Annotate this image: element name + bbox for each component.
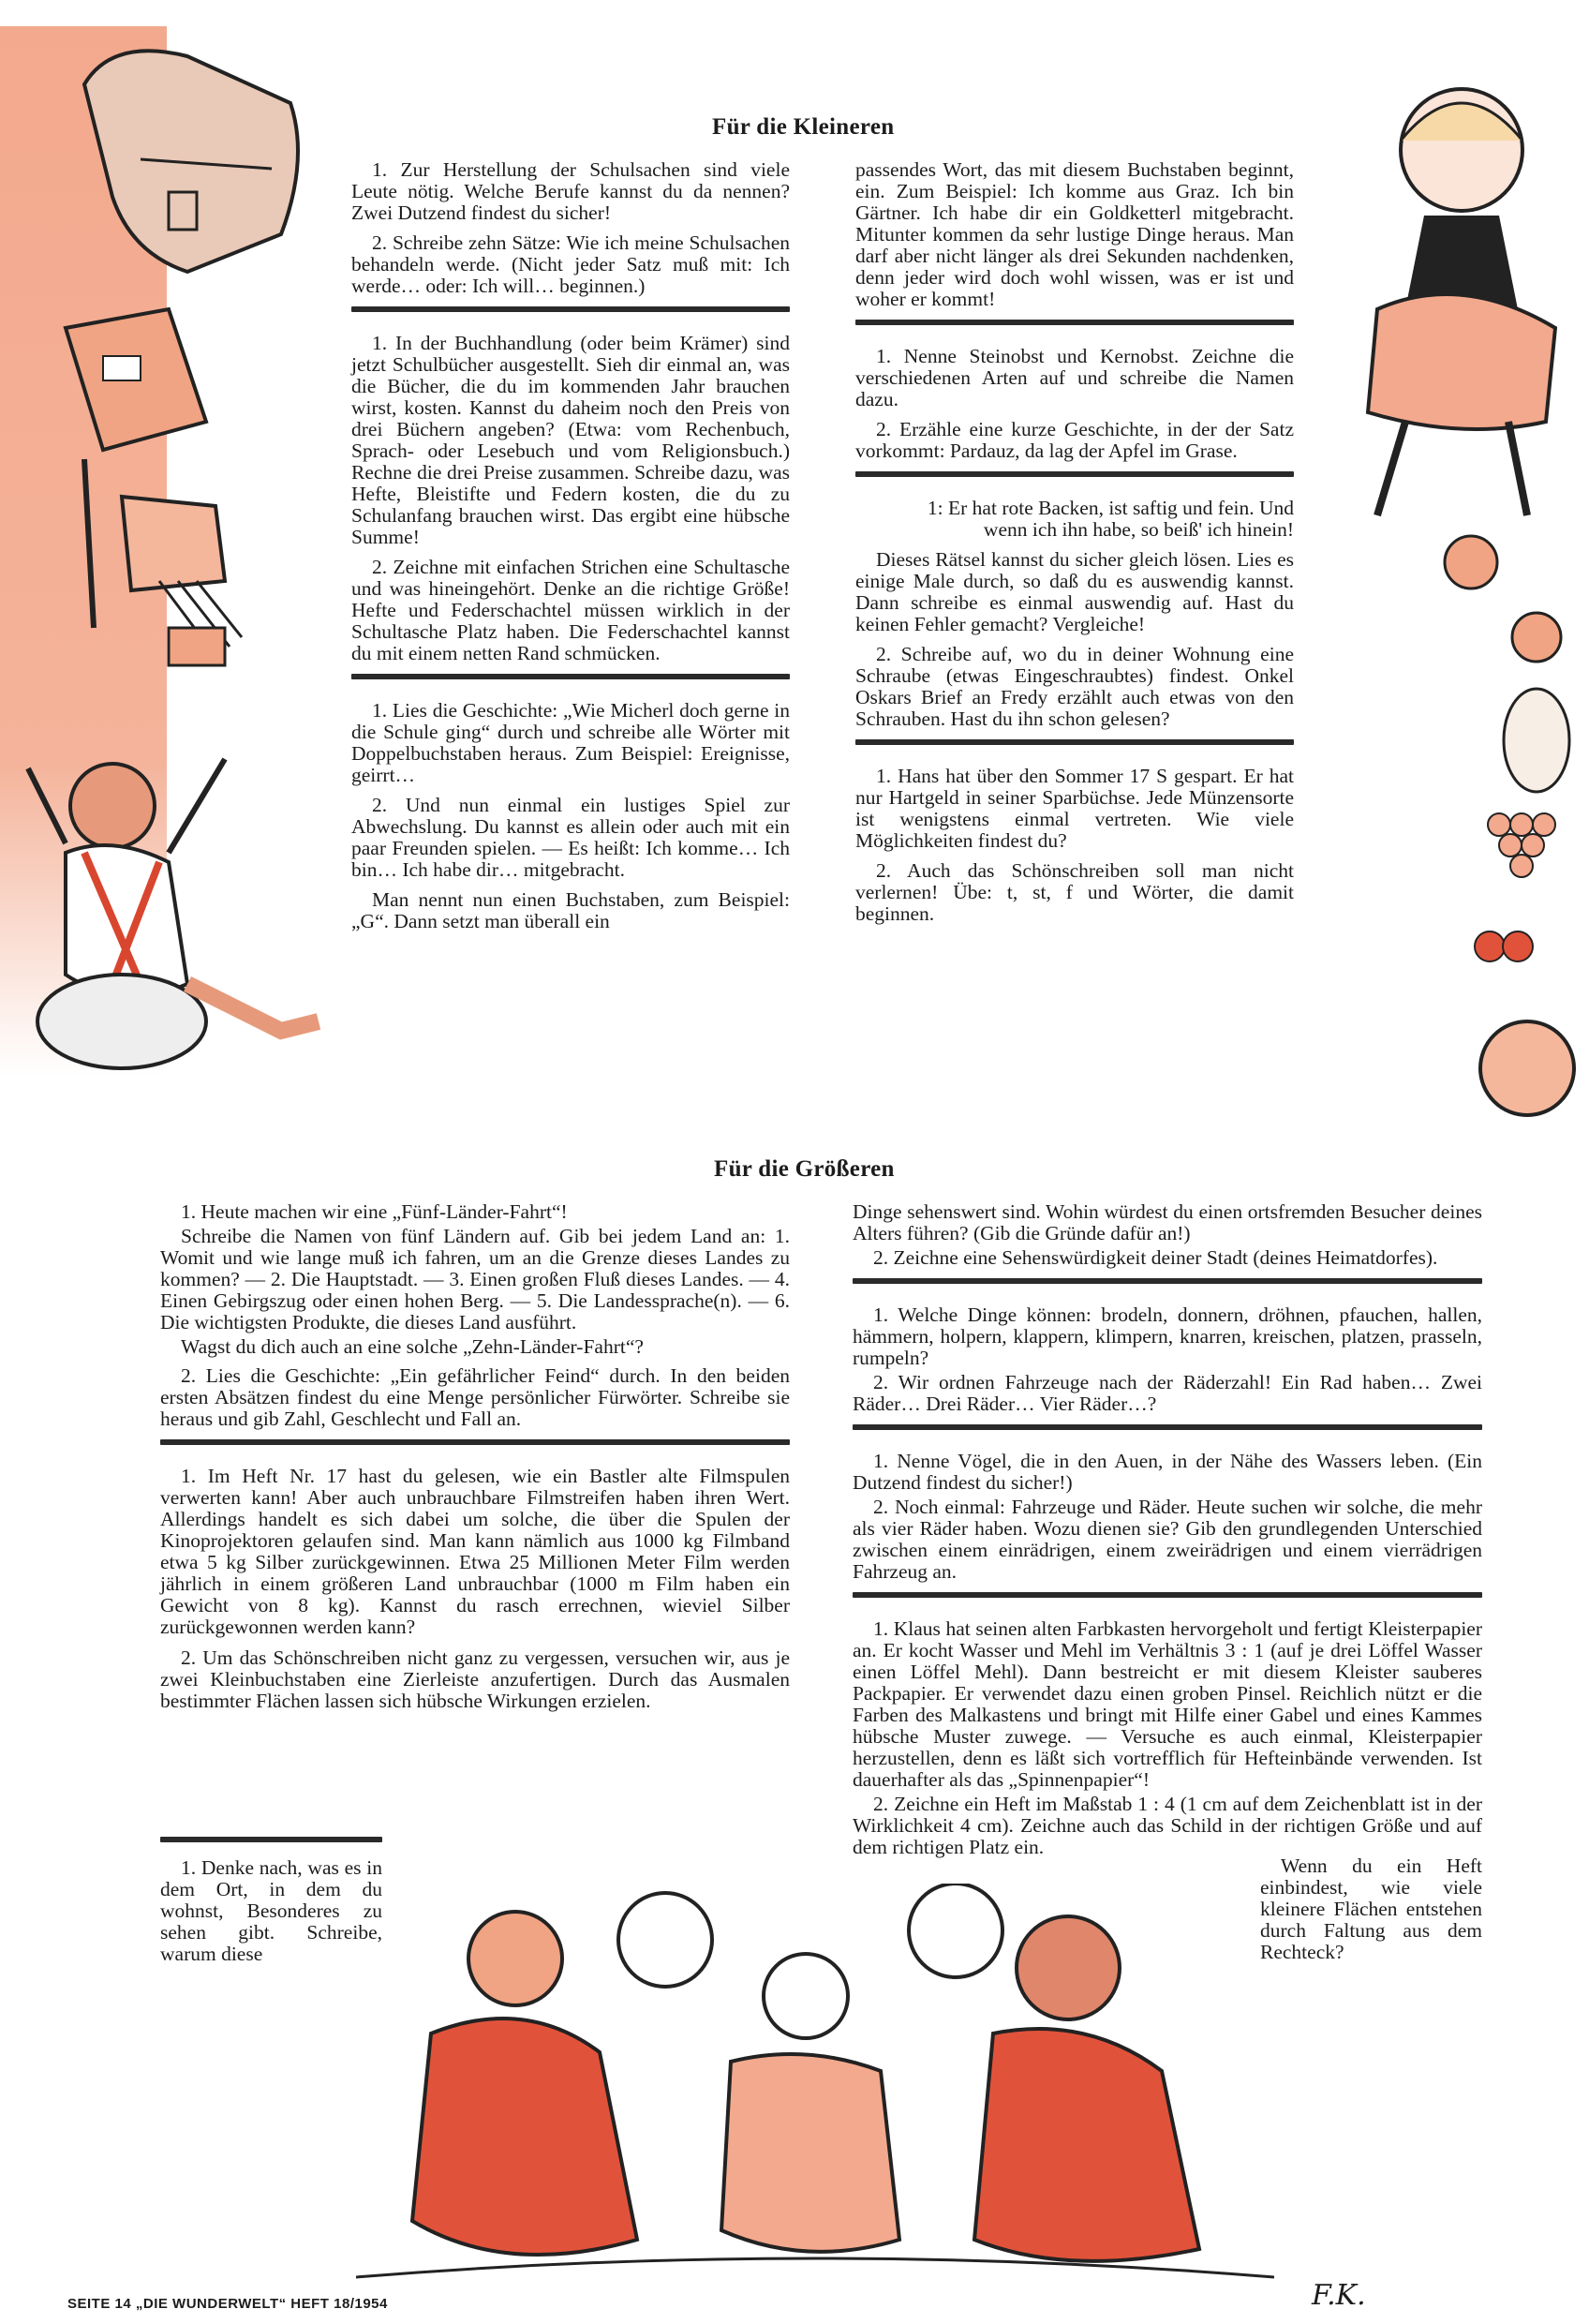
paragraph: 2. Noch einmal: Fahrzeuge und Räder. Heute suchen wir solche, die mehr als vier Räder haben. Wozu dienen sie? Gib den grundlegenden Unterschied zwischen einem einrädrigen, einem zweirädrigen und einem vierrädrigen Fahrzeug an.: [853, 1496, 1482, 1583]
section-title-kleineren: Für die Kleineren: [712, 114, 895, 140]
paragraph: Dieses Rätsel kannst du sicher gleich lösen. Lies es einige Male durch, so daß du es auswendig kannst. Dann schreibe es einmal auswendig auf. Hast du keinen Fehler gemacht? Vergleiche!: [855, 548, 1294, 635]
groesseren-bottom-left: [160, 1837, 382, 1968]
divider: [160, 1439, 790, 1445]
divider: [855, 320, 1294, 325]
divider: [351, 306, 790, 312]
groesseren-left-column: [160, 1201, 790, 1715]
paragraph: 2. Zeichne mit einfachen Strichen eine Schultasche und was hineingehört. Denke an die richtige Größe! Hefte und Federschachtel müssen wirklich in der Schultasche Platz haben. Die Federschachtel kannst du mit einem netten Rand schmücken.: [351, 556, 790, 664]
paragraph: 1. Nenne Steinobst und Kernobst. Zeichne die verschiedenen Arten auf und schreibe die Namen dazu.: [855, 345, 1294, 410]
paragraph: Schreibe die Namen von fünf Ländern auf. Gib bei jedem Land an: 1. Womit und wie lange muß ich fahren, um an die Grenze dieses Landes zu kommen? — 2. Die Hauptstadt. — 3. Einen großen Fluß dieses Landes. — 4. Einen Gebirgszug oder einen hohen Berg. — 5. Die Landessprache(n). — 6. Die wichtigsten Produkte, die dieses Land ausführt.: [160, 1225, 790, 1333]
paragraph: Man nennt nun einen Buchstaben, zum Beispiel: „G“. Dann setzt man überall ein: [351, 888, 790, 932]
divider: [351, 674, 790, 679]
paragraph: 1. Denke nach, was es in dem Ort, in dem du wohnst, Besonderes zu sehen gibt. Schreibe, warum diese: [160, 1856, 382, 1965]
groesseren-bottom-right: [1260, 1855, 1482, 1966]
divider: [853, 1424, 1482, 1430]
paragraph: 2. Zeichne eine Sehenswürdigkeit deiner Stadt (deines Heimatdorfes).: [873, 1246, 1438, 1269]
paragraph: 2. Wir ordnen Fahrzeuge nach der Räderzahl! Ein Rad haben… Zwei Räder… Drei Räder… Vier Räder…?: [853, 1371, 1482, 1415]
paragraph: 1. Hans hat über den Sommer 17 S gespart. Er hat nur Hartgeld in seiner Sparbüchse. Jede Münzensorte ist wenigstens einmal vertreten. Wie viele Möglichkeiten findest du?: [855, 765, 1294, 852]
paragraph: 2. Schreibe auf, wo du in deiner Wohnung eine Schraube (etwas Eingeschraubtes) findest. Onkel Oskars Brief an Fredy erzählt auch etwas von den Schrauben. Hast du ihn schon gelesen?: [855, 643, 1294, 730]
paragraph: 1. Welche Dinge können: brodeln, donnern, dröhnen, pfauchen, hallen, hämmern, holpern, klappern, klimpern, knarren, kreischen, platzen, prasseln, rumpeln?: [853, 1304, 1482, 1369]
fruits-illustration: [1405, 506, 1583, 1143]
paragraph: 2. Lies die Geschichte: „Ein gefährlicher Feind“ durch. In den beiden ersten Absätzen findest du eine Menge persönlicher Fürwörter. Schreibe sie heraus und gib Zahl, Geschlecht und Fall an.: [160, 1364, 790, 1430]
divider: [853, 1592, 1482, 1598]
paragraph: 1. In der Buchhandlung (oder beim Krämer) sind jetzt Schulbücher ausgestellt. Sieh dir einmal an, was die Bücher, die du im kommenden Jahr brauchen wirst, kosten. Kannst du daheim noch den Preis von drei Büchern angeben? (Etwa: vom Rechenbuch, Sprach- oder Lesebuch und vom Religionsbuch.) Rechne die drei Preise zusammen. Schreibe dazu, was Hefte, Bleistifte und Federn kosten, die du zu Schulanfang brauchen wirst. Das ergibt eine hübsche Summe!: [351, 332, 790, 548]
boy-sitting-illustration: [9, 750, 347, 1125]
paragraph: 1. Nenne Vögel, die in den Auen, in der Nähe des Wassers leben. (Ein Dutzend findest du sicher!): [853, 1450, 1482, 1494]
paragraph: 1. Lies die Geschichte: „Wie Micherl doch gerne in die Schule ging“ durch und schreibe alle Wörter mit Doppelbuchstaben heraus. Zum Beispiel: Ereignisse, geirrt…: [351, 699, 790, 786]
paragraph: 1. Zur Herstellung der Schulsachen sind viele Leute nötig. Welche Berufe kannst du da nennen? Zwei Dutzend findest du sicher!: [351, 158, 790, 224]
divider: [160, 1837, 382, 1842]
paragraph: 1. Heute machen wir eine „Fünf-Länder-Fahrt“!: [181, 1200, 568, 1223]
section-title-groesseren: Für die Größeren: [714, 1156, 895, 1182]
riddle: 1: Er hat rote Backen, ist saftig und fein. Und wenn ich ihn habe, so beiß' ich hinein!: [927, 497, 1294, 541]
kleineren-left-column: [351, 159, 790, 941]
page-footer: SEITE 14 „DIE WUNDERWELT“ HEFT 18/1954: [67, 2296, 388, 2312]
girl-illustration: [1321, 28, 1583, 553]
paragraph: 1. Im Heft Nr. 17 hast du gelesen, wie ein Bastler alte Filmspulen verwerten kann! Aber auch unbrauchbare Filmstreifen haben ihren Wert. Allerdings handelt es sich dabei um solche, die über die Spulen der Kinoprojektoren gelaufen sind. Man kann nämlich aus 1000 kg Filmband etwa 5 kg Silber zurückgewinnen. Etwa 25 Millionen Meter Film werden jährlich in einem größeren Land unbrauchbar (1000 m Film haben ein Gewicht von 8 kg). Kannst du rasch errechnen, wieviel Silber zurückgewonnen werden kann?: [160, 1465, 790, 1638]
paragraph: Wagst du dich auch an eine solche „Zehn-Länder-Fahrt“?: [181, 1335, 644, 1358]
paragraph: Dinge sehenswert sind. Wohin würdest du einen ortsfremden Besucher deines Alters führen? (Gib die Gründe dafür an!): [853, 1200, 1482, 1244]
children-group-illustration: [356, 1884, 1274, 2305]
paragraph: passendes Wort, das mit diesem Buchstaben beginnt, ein. Zum Beispiel: Ich komme aus Graz. Ich bin Gärtner. Ich habe dir ein Goldketterl mitgebracht. Mitunter kommen da sehr lustige Dinge heraus. Man darf aber nicht länger als drei Sekunden nachdenken, denn jeder wird doch wohl wissen, was er ist und woher er kommt!: [855, 158, 1294, 310]
divider: [853, 1278, 1482, 1284]
paragraph: 1. Klaus hat seinen alten Farbkasten hervorgeholt und fertigt Kleisterpapier an. Er kocht Wasser und Mehl im Verhältnis 3 : 1 (auf je drei Löffel Wasser einen Löffel Mehl). Dann bestreicht er mit diesem Kleister sauberes Packpapier. Er verwendet dazu einen groben Pinsel. Reichlich nützt er die Farben des Malkastens und bringt mit Hilfe einer Gabel und eines Kammes hübsche Muster zuwege. — Versuche es auch einmal, Kleisterpapier herzustellen, denn es läßt sich vortrefflich für Hefteinbände verwenden. Ist dauerhafter als das „Spinnenpapier“!: [853, 1617, 1482, 1791]
paragraph: 2. Um das Schönschreiben nicht ganz zu vergessen, versuchen wir, aus je zwei Kleinbuchstaben eine Zierleiste anzufertigen. Durch das Ausmalen bestimmter Flächen lassen sich hübsche Wirkungen erzielen.: [160, 1646, 790, 1712]
paragraph: Wenn du ein Heft einbindest, wie viele kleinere Flächen entstehen durch Faltung aus dem Rechteck?: [1260, 1855, 1482, 1963]
paragraph: 2. Erzähle eine kurze Geschichte, in der der Satz vorkommt: Pardauz, da lag der Apfel im Grase.: [855, 418, 1294, 462]
divider: [855, 739, 1294, 745]
school-supplies-illustration: [28, 19, 337, 693]
paragraph: 2. Und nun einmal ein lustiges Spiel zur Abwechslung. Du kannst es allein oder auch mit ein paar Freunden spielen. — Es heißt: Ich komme… Ich bin… Ich habe dir… mitgebracht.: [351, 794, 790, 881]
paragraph: 2. Schreibe zehn Sätze: Wie ich meine Schulsachen behandeln werde. (Nicht jeder Satz muß mit: Ich werde… oder: Ich will… beginnen.): [351, 231, 790, 297]
paragraph: 2. Zeichne ein Heft im Maßstab 1 : 4 (1 cm auf dem Zeichenblatt ist in der Wirklichkeit 4 cm). Zeichne auch das Schild in der richtigen Größe und auf dem richtigen Platz ein.: [853, 1793, 1482, 1858]
groesseren-right-column: [853, 1201, 1482, 1861]
artist-signature: F.K.: [1312, 2279, 1366, 2312]
divider: [855, 471, 1294, 477]
kleineren-right-column: [855, 159, 1294, 933]
paragraph: 2. Auch das Schönschreiben soll man nicht verlernen! Übe: t, st, f und Wörter, die damit beginnen.: [855, 859, 1294, 925]
